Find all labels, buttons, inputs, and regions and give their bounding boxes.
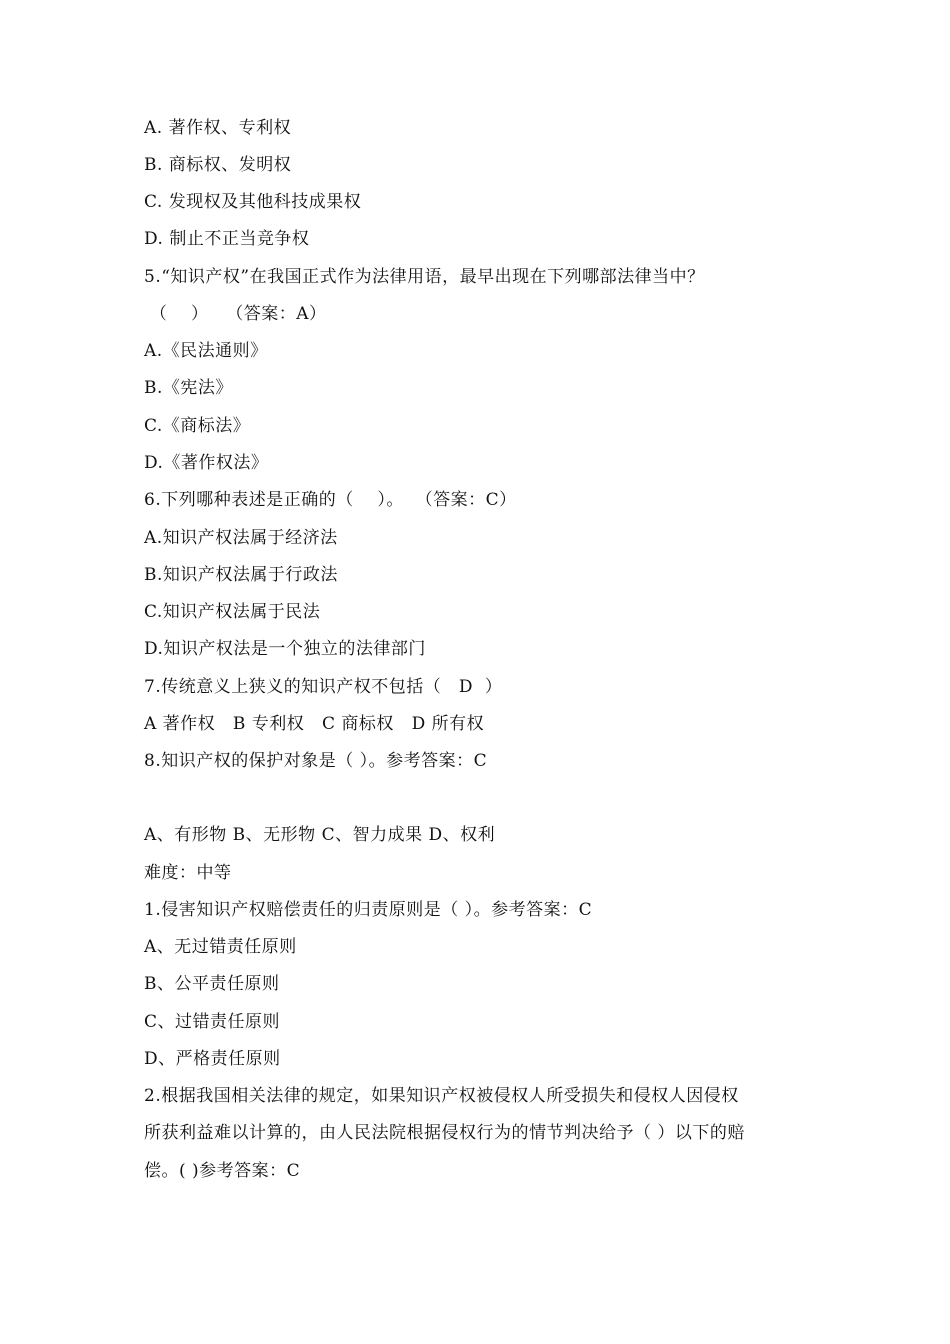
q6-option-c: C.知识产权法属于民法 <box>144 602 321 622</box>
option-b-trademark-invention: B. 商标权、发明权 <box>144 155 292 175</box>
question-6-text: 6.下列哪种表述是正确的（ ）。 （答案：C） <box>144 490 517 510</box>
difficulty-label: 难度：中等 <box>144 863 232 883</box>
option-c-discovery-rights: C. 发现权及其他科技成果权 <box>144 192 362 212</box>
q6-option-a: A.知识产权法属于经济法 <box>144 528 338 548</box>
option-d-unfair-competition: D. 制止不正当竞争权 <box>144 229 310 249</box>
q1-option-b: B、公平责任原则 <box>144 974 280 994</box>
q6-option-b: B.知识产权法属于行政法 <box>144 565 338 585</box>
q6-option-d: D.知识产权法是一个独立的法律部门 <box>144 639 426 659</box>
q1-option-c: C、过错责任原则 <box>144 1012 281 1032</box>
question-8-text: 8.知识产权的保护对象是（ ）。参考答案：C <box>144 751 488 771</box>
question-5-text: 5.“知识产权”在我国正式作为法律用语，最早出现在下列哪部法律当中？ <box>144 267 705 287</box>
question-1-text: 1.侵害知识产权赔偿责任的归责原则是（ ）。参考答案：C <box>144 900 593 920</box>
question-7-text: 7.传统意义上狭义的知识产权不包括（ D ） <box>144 677 503 697</box>
question-2-line-1: 2.根据我国相关法律的规定，如果知识产权被侵权人所受损失和侵权人因侵权 <box>144 1086 739 1106</box>
question-2-line-3: 偿。( )参考答案：C <box>144 1161 301 1181</box>
question-2-line-2: 所获利益难以计算的，由人民法院根据侵权行为的情节判决给予（ ）以下的赔 <box>144 1123 745 1143</box>
q5-option-a: A.《民法通则》 <box>144 341 268 361</box>
option-a-copyright-patent: A. 著作权、专利权 <box>144 118 292 138</box>
q5-option-b: B.《宪法》 <box>144 378 233 398</box>
q7-options: A 著作权 B 专利权 C 商标权 D 所有权 <box>144 714 485 734</box>
q5-option-c: C.《商标法》 <box>144 416 251 436</box>
question-5-answer: （ ） （答案：A） <box>144 304 327 324</box>
q1-option-a: A、无过错责任原则 <box>144 937 297 957</box>
q8-options: A、有形物 B、无形物 C、智力成果 D、权利 <box>144 825 496 845</box>
q1-option-d: D、严格责任原则 <box>144 1049 281 1069</box>
q5-option-d: D.《著作权法》 <box>144 453 269 473</box>
